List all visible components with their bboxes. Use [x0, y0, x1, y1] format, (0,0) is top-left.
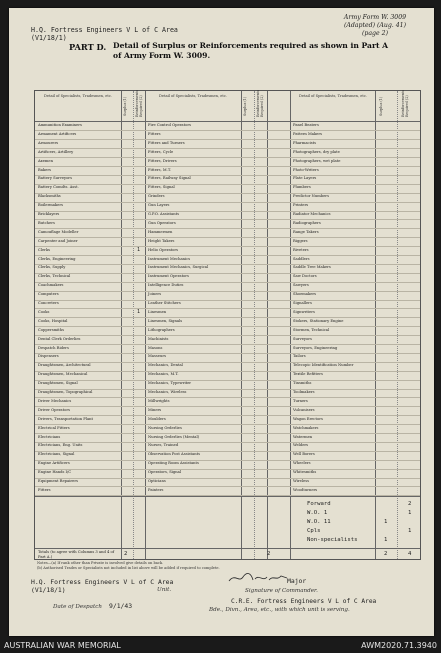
specialist-row-label: Driver Mechanics: [38, 398, 72, 403]
row-rule: [35, 264, 420, 265]
specialist-row-label: Butchers: [38, 220, 55, 225]
row-rule: [35, 184, 420, 185]
specialist-row-label: Fitters, M.T.: [148, 167, 171, 172]
header-reinforcements-1: Reinforcements Required (2): [135, 89, 143, 117]
specialist-row-label: Armament Artificers: [38, 131, 77, 136]
row-rule: [35, 406, 420, 407]
specialist-row-label: Clerks, Engineering: [38, 256, 76, 261]
summary-reinforcements: 1: [408, 510, 412, 516]
specialist-row-label: Photographers, dry plate: [293, 149, 340, 154]
specialist-row-label: Helio Operators: [148, 247, 179, 252]
specialist-row-label: Surveyors: [293, 336, 312, 341]
total-value: 2: [124, 551, 128, 557]
specialist-row-label: Pattern Makers: [293, 131, 323, 136]
specialist-row-label: Sawyers: [293, 283, 309, 288]
specialist-row-label: Operating Room Assistants: [148, 461, 199, 466]
specialist-row-label: Nurses, Trained: [148, 443, 179, 448]
summary-label: W.O. 1: [307, 510, 328, 516]
specialist-row-label: Mechanics, M.T.: [148, 372, 179, 377]
specialist-row-label: Mechanics, Dental: [148, 363, 183, 368]
row-rule: [35, 193, 420, 194]
specialist-row-label: Stormen, Technical: [293, 327, 330, 332]
header-rule: [35, 121, 420, 122]
specialist-row-label: Shoemakers: [293, 292, 317, 297]
form-title: Detail of Surplus or Reinforcements required as shown in Part A of Army Form W. 3009.: [113, 41, 388, 60]
specialist-row-label: Linesmen, Signals: [148, 318, 183, 323]
col-divider: [121, 91, 122, 559]
date-caption: Date of Despatch: [53, 604, 102, 610]
specialist-row-label: Photo-Writers: [293, 167, 319, 172]
specialist-row-label: Battery Comdts. Asst.: [38, 185, 79, 190]
row-rule: [35, 371, 420, 372]
row-rule: [35, 326, 420, 327]
row-rule: [35, 469, 420, 470]
row-rule: [35, 130, 420, 131]
specialist-row-label: Carpenter and Joiner: [38, 238, 78, 243]
part-label: PART D.: [69, 42, 107, 52]
row-rule: [35, 202, 420, 203]
specialist-row-label: Clerks, Technical: [38, 274, 71, 279]
specialist-row-label: Bakers: [38, 167, 51, 172]
specialist-row-label: Saw Doctors: [293, 274, 317, 279]
specialist-row-label: Fitters, Signal: [148, 185, 175, 190]
specialist-row-label: Clerks: [38, 247, 51, 252]
form-ref-line: (page 2): [361, 30, 388, 37]
total-value: 2: [267, 551, 271, 557]
specialist-row-label: Boilermakers: [38, 203, 64, 208]
specialist-row-label: Saddlers: [293, 256, 310, 261]
specialist-row-label: Machinists: [148, 336, 169, 341]
specialist-row-label: Cooks: [38, 309, 50, 314]
specialist-row-label: Opticians: [148, 479, 166, 483]
unit-heading: [31, 26, 178, 42]
specialist-row-label: Draughtsmen, Mechanical: [38, 372, 88, 377]
specialist-row-label: Surveyors, Engineering: [293, 345, 338, 350]
specialist-row-label: Equipment Repairers: [38, 479, 78, 483]
specialist-row-label: Mechanics, Wireless: [148, 390, 187, 394]
row-rule: [35, 273, 420, 274]
col-divider: [267, 91, 271, 559]
formation-caption: Bde., Divn., Area, etc., with which unit is serving.: [209, 607, 350, 613]
specialist-row-label: Watermen: [293, 434, 313, 439]
row-rule: [35, 495, 420, 496]
row-rule: [35, 460, 420, 461]
signature-caption: Signature of Commander.: [245, 588, 318, 594]
specialist-row-label: Dispensers: [38, 354, 59, 359]
specialist-row-label: Engine Hands I/C: [38, 470, 72, 475]
total-value: 4: [408, 551, 412, 557]
specialist-row-label: Wheelers: [293, 461, 311, 466]
header-specialists-2: Detail of Specialists, Tradesmen, etc.: [159, 94, 227, 98]
specialist-row-label: Nursing Orderlies (Mental): [148, 434, 200, 439]
commander-rank: Major: [287, 577, 307, 585]
specialist-row-label: Coppersmiths: [38, 327, 65, 332]
row-rule: [35, 166, 420, 167]
specialist-row-label: Hammermen: [148, 229, 173, 234]
specialist-row-label: Instrument Mechanics, Surgical: [148, 265, 209, 270]
row-rule: [35, 157, 420, 158]
note-line: Notes—(a) If rank other than Private is involved give details on back.: [37, 561, 164, 565]
specialist-row-label: G.P.O. Assistants: [148, 212, 179, 216]
specialist-row-label: Turners: [293, 398, 308, 403]
specialist-row-label: Telecopic Identification Number: [293, 363, 354, 368]
specialist-row-label: Electricians: [38, 434, 61, 439]
specialist-row-label: Saddle Tree Makers: [293, 265, 331, 270]
specialist-row-label: Tinsmiths: [293, 381, 312, 386]
specialist-row-label: Armourers: [38, 140, 59, 145]
row-rule: [35, 139, 420, 140]
row-rule: [35, 219, 420, 220]
specialist-row-label: Woodturners: [293, 487, 318, 492]
credit-left: AUSTRALIAN WAR MEMORIAL: [4, 641, 121, 650]
specialist-row-label: Vulcanisers: [293, 407, 315, 412]
specialist-row-label: Tailors: [293, 354, 306, 359]
specialist-row-label: Joiners: [148, 292, 162, 297]
row-rule: [35, 344, 420, 345]
summary-label: Forward: [307, 501, 331, 507]
formation: C.R.E. Fortress Engineers V L of C Area: [231, 598, 377, 605]
specialist-row-label: Range Takers: [293, 229, 319, 234]
totals-label: Totals (to agree with Columns 3 and 4 of Part A.): [38, 550, 115, 559]
specialist-row-label: Engine Artificers: [38, 461, 70, 466]
specialist-row-label: Textile Refitters: [293, 372, 323, 377]
specialist-row-label: Instrument Mechanics: [148, 256, 191, 261]
row-rule: [35, 442, 420, 443]
specialist-row-label: Battery Surveyors: [38, 176, 72, 181]
specialist-row-label: Fitters, Cycle: [148, 149, 174, 154]
specialist-row-label: Photographers, wet plate: [293, 158, 341, 163]
header-surplus-3: Surplus (1): [379, 96, 383, 116]
specialist-row-label: Riveters: [293, 247, 309, 252]
summary-label: W.O. 11: [307, 519, 331, 525]
totals-rule: [35, 548, 420, 549]
specialist-row-label: Dental Clerk Orderlies: [38, 336, 81, 341]
specialist-row-label: Plate Layers: [293, 176, 317, 181]
specialist-row-label: Plumbers: [293, 185, 311, 190]
specialist-row-label: Height Takers: [148, 238, 175, 243]
summary-label: Non-specialists: [307, 537, 358, 543]
specialist-row-label: Fitters: [148, 131, 161, 136]
specialist-row-label: Electricians, Eng. Units: [38, 443, 83, 448]
col-divider: [375, 91, 376, 559]
row-rule: [35, 451, 420, 452]
credit-right: AWM2020.71.3940: [361, 641, 437, 650]
despatch-date: 9/1/43: [109, 602, 133, 610]
col-divider: [254, 91, 255, 559]
notes: [37, 561, 397, 571]
summary-label: Cpls: [307, 528, 321, 534]
specialist-row-label: Leather Stitchers: [148, 301, 181, 305]
specialist-row-label: Clerks, Supply: [38, 265, 66, 270]
row-rule: [35, 282, 420, 283]
reinforcements-value: 1: [137, 309, 141, 316]
row-rule: [35, 175, 420, 176]
summary-reinforcements: 2: [408, 501, 412, 507]
row-rule: [35, 255, 420, 256]
col-divider: [133, 91, 134, 559]
row-rule: [35, 335, 420, 336]
specialist-row-label: Driver Operators: [38, 407, 70, 412]
specialist-row-label: Draughtsmen, Architectural: [38, 363, 91, 368]
specialist-row-label: Electricians, Signal: [38, 452, 75, 457]
specialist-row-label: Masons: [148, 345, 163, 350]
unit-heading-line: H.Q. Fortress Engineers V L of C Area: [31, 26, 178, 34]
specialist-row-label: Fitters: [38, 487, 51, 492]
specialist-row-label: Radiator Mechanics: [293, 212, 331, 216]
specialist-row-label: Blacksmiths: [38, 194, 61, 199]
row-rule: [35, 308, 420, 309]
specialist-row-label: Instrument Operators: [148, 274, 189, 279]
specialist-row-label: Draughtsmen, Signal: [38, 381, 78, 386]
specialist-row-label: Cooks, Hospital: [38, 318, 68, 323]
header-specialists-1: Detail of Specialists, Tradesmen, etc.: [44, 94, 112, 98]
specialist-row-label: Panel Beaters: [293, 123, 319, 127]
specialist-row-label: Coachmakers: [38, 283, 64, 288]
row-rule: [35, 353, 420, 354]
specialists-table: [34, 90, 421, 560]
specialist-row-label: Predictor Numbers: [293, 194, 329, 199]
specialist-row-label: Signwriters: [293, 309, 315, 314]
col-divider: [397, 91, 398, 559]
form-reference: [330, 14, 420, 38]
specialist-row-label: Fire Control Operators: [148, 123, 191, 127]
specialist-row-label: Fitters, Drivers: [148, 158, 177, 163]
specialist-row-label: Moulders: [148, 416, 166, 421]
row-rule: [35, 291, 420, 292]
specialist-row-label: Linesmen: [148, 309, 167, 314]
note-line: (b) Authorised Trades or Specialists not included in list above will be added if required to complete.: [37, 566, 220, 570]
specialist-row-label: Bricklayers: [38, 212, 60, 216]
specialist-row-label: Stokers, Stationary Engine: [293, 318, 344, 323]
specialist-row-label: Gun Operators: [148, 220, 176, 225]
header-specialists-3: Detail of Specialists, Tradesmen, etc.: [299, 94, 367, 98]
specialist-row-label: Pharmacists: [293, 140, 317, 145]
row-rule: [35, 228, 420, 229]
header-surplus-2: Surplus (1): [243, 96, 247, 116]
specialist-row-label: Lithographers: [148, 327, 175, 332]
specialist-row-label: Wagon Erectors: [293, 416, 323, 421]
specialist-row-label: Painters: [148, 487, 164, 492]
form-ref-line: (Adapted) (Aug. 41): [343, 22, 407, 29]
specialist-row-label: Masseurs: [148, 354, 166, 359]
header-surplus-1: Surplus (1): [123, 96, 127, 116]
form-page: [9, 8, 434, 636]
specialist-row-label: Gun Layers: [148, 203, 170, 208]
specialist-row-label: Draughtsmen, Topographical: [38, 390, 93, 394]
row-rule: [35, 211, 420, 212]
row-rule: [35, 237, 420, 238]
row-rule: [35, 362, 420, 363]
specialist-row-label: Artificers, Artillery: [38, 149, 74, 154]
specialist-row-label: Computers: [38, 292, 59, 297]
row-rule: [35, 317, 420, 318]
specialist-row-label: Well Borers: [293, 452, 315, 457]
row-rule: [35, 300, 420, 301]
specialist-row-label: Printers: [293, 203, 309, 208]
row-rule: [35, 380, 420, 381]
row-rule: [35, 148, 420, 149]
specialist-row-label: Grinders: [148, 194, 165, 199]
specialist-row-label: Drivers, Transportation Plant: [38, 416, 94, 421]
row-rule: [35, 486, 420, 487]
footer-unit: [31, 578, 173, 594]
reinforcements-value: 1: [137, 247, 141, 254]
specialist-row-label: Observation Post Assistants: [148, 452, 200, 457]
specialist-row-label: Miners: [148, 407, 162, 412]
row-rule: [35, 397, 420, 398]
specialist-row-label: Concreters: [38, 301, 59, 305]
specialist-row-label: Despatch Riders: [38, 345, 69, 350]
specialist-row-label: Mechanics, Typewriter: [148, 381, 192, 386]
row-rule: [35, 389, 420, 390]
specialist-row-label: Toolmakers: [293, 390, 315, 394]
specialist-row-label: Fitters and Turners: [148, 140, 185, 145]
specialist-row-label: Camouflage Modeller: [38, 229, 79, 234]
specialist-row-label: Radiographers: [293, 220, 321, 225]
specialist-row-label: Operators, Signal: [148, 470, 182, 475]
summary-surplus: 1: [384, 537, 388, 543]
summary-reinforcements: 1: [408, 528, 412, 534]
specialist-row-label: Ammunition Examiners: [38, 123, 82, 127]
commander-signature: [227, 571, 289, 585]
col-divider: [290, 91, 291, 559]
col-divider: [145, 91, 146, 559]
specialist-row-label: Watchmakers: [293, 425, 319, 430]
specialist-row-label: Wireless: [293, 479, 309, 483]
row-rule: [35, 424, 420, 425]
specialist-row-label: Whitesmiths: [293, 470, 317, 475]
specialist-row-label: Signallers: [293, 301, 312, 305]
row-rule: [35, 478, 420, 479]
specialist-row-label: Fitters, Railway Signal: [148, 176, 191, 181]
unit-caption: Unit.: [157, 587, 172, 593]
total-value: 2: [384, 551, 388, 557]
unit-heading-code: (V1/18/1): [31, 34, 67, 42]
summary-surplus: 1: [384, 519, 388, 525]
row-rule: [35, 246, 420, 247]
header-reinforcements-2: Reinforcements Required (2): [256, 89, 264, 117]
footer-unit-name: H.Q. Fortress Engineers V L of C Area: [31, 578, 174, 586]
specialist-row-label: Electrical Fitters: [38, 425, 70, 430]
form-ref-line: Army Form W. 3009: [343, 14, 407, 21]
specialist-row-label: Welders: [293, 443, 309, 448]
specialist-row-label: Intelligence Duties: [148, 283, 184, 288]
specialist-row-label: Axemen: [38, 158, 53, 163]
col-divider: [241, 91, 242, 559]
specialist-row-label: Riggers: [293, 238, 308, 243]
footer-unit-code: (V1/18/1): [31, 586, 66, 594]
specialist-row-label: Nursing Orderlies: [148, 425, 182, 430]
row-rule: [35, 433, 420, 434]
header-reinforcements-3: Reinforcements Required (2): [401, 89, 409, 117]
specialist-row-label: Millwrights: [148, 398, 170, 403]
